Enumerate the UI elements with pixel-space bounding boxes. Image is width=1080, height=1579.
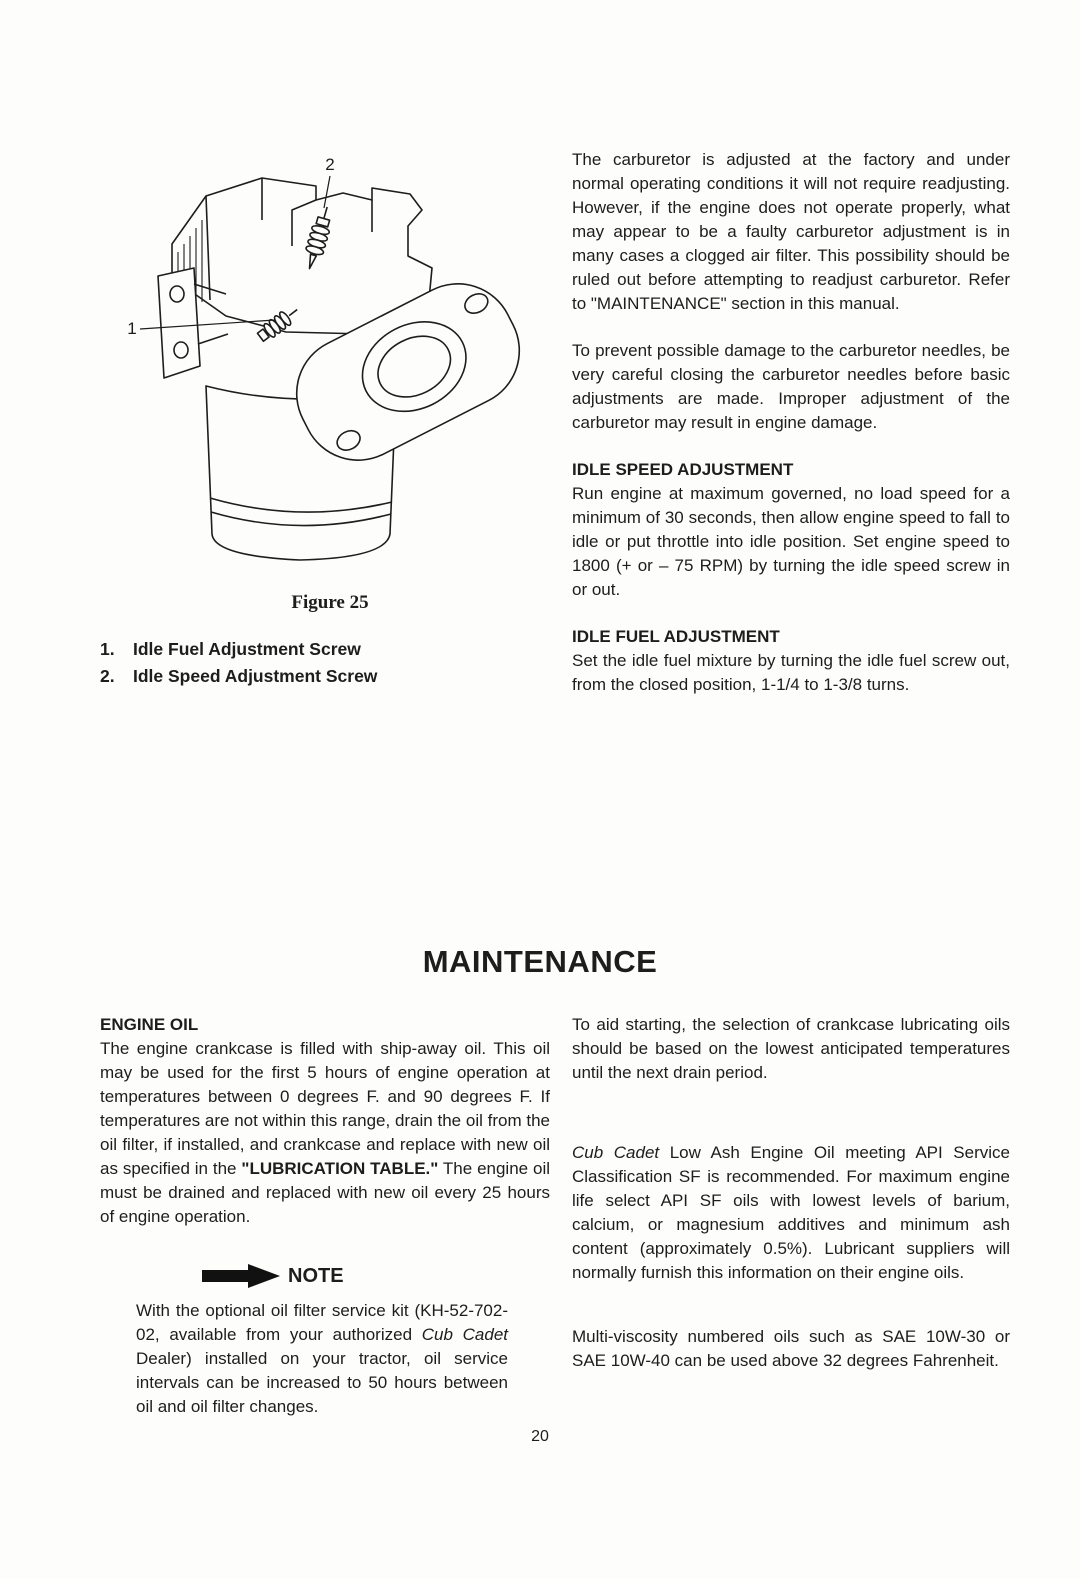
- para-idle-fuel: Set the idle fuel mixture by turning the idle fuel screw out, from the closed position, 1-1/4 to 1-3/8 turns.: [572, 651, 1010, 694]
- engine-oil-text-end: The engine oil must be drained and replaced with new oil every 25 hours of engine operation.: [100, 1159, 550, 1226]
- para-note: [136, 1299, 508, 1419]
- engine-oil-text-bold: "LUBRICATION TABLE.": [241, 1159, 439, 1178]
- note-arrow-icon: [202, 1263, 280, 1289]
- cub-cadet-italic: Cub Cadet: [572, 1143, 660, 1162]
- para-cub-cadet-oil: [572, 1141, 1010, 1285]
- legend-item-1: [100, 636, 560, 663]
- para-engine-oil: [100, 1037, 550, 1229]
- note-text-start: With the optional oil filter service kit (KH-52-702-02, available from your authorized: [136, 1301, 508, 1344]
- page-number: 20: [531, 1428, 549, 1445]
- legend-item-2: [100, 663, 560, 690]
- legend-text: Idle Speed Adjustment Screw: [133, 666, 378, 686]
- legend-number: 2.: [100, 666, 115, 686]
- callout-2-label: 2: [325, 155, 335, 174]
- para-carburetor-damage: To prevent possible damage to the carburetor needles, be very careful closing the carburetor needles before basic adjustments are made. Improper adjustment of the carburetor may result in engine damage.: [572, 341, 1010, 432]
- callout-1-label: 1: [127, 319, 137, 338]
- legend-text: Idle Fuel Adjustment Screw: [133, 639, 361, 659]
- para-idle-speed: Run engine at maximum governed, no load speed for a minimum of 30 seconds, then allow engine speed to fall to idle or put throttle into idle position. Set engine speed to 1800 (+ or – 75 RPM) by turning the idle speed screw in or out.: [572, 484, 1010, 599]
- note-label: NOTE: [288, 1264, 344, 1287]
- figure-25-block: [100, 148, 560, 690]
- engine-oil-text-start: The engine crankcase is filled with ship-away oil. This oil may be used for the first 5 hours of engine operation at temperatures between 0 degrees F. and 90 degrees F. If temperatures are not within this range, drain the oil from the oil filter, if installed, and crankcase and replace with new oil as specified in the: [100, 1039, 550, 1178]
- legend-number: 1.: [100, 639, 115, 659]
- note-header: [202, 1263, 550, 1289]
- figure-caption: Figure 25: [291, 592, 369, 613]
- heading-idle-speed: IDLE SPEED ADJUSTMENT: [572, 460, 794, 479]
- section-title-maintenance: MAINTENANCE: [422, 944, 658, 979]
- heading-idle-fuel: IDLE FUEL ADJUSTMENT: [572, 627, 780, 646]
- heading-engine-oil: ENGINE OIL: [100, 1015, 199, 1034]
- cub-cadet-rest: Low Ash Engine Oil meeting API Service Classification SF is recommended. For maximum engine life select API SF oils with lowest levels of barium, calcium, or magnesium additives and minimum ash content (approximately 0.5%). Lubricant suppliers will normally furnish this information on their engine oils.: [572, 1143, 1010, 1282]
- engine-oil-column: [100, 1013, 550, 1419]
- note-text-end: Dealer) installed on your tractor, oil service intervals can be increased to 50 hours between oil and oil filter changes.: [136, 1349, 508, 1416]
- carburetor-text-column: [572, 148, 1010, 720]
- oil-selection-column: [572, 1013, 1010, 1396]
- carburetor-diagram: [110, 148, 550, 588]
- para-aid-starting: To aid starting, the selection of crankcase lubricating oils should be based on the lowest anticipated temperatures until the next drain period.: [572, 1015, 1010, 1082]
- note-text-italic: Cub Cadet: [421, 1325, 508, 1344]
- para-carburetor-factory: The carburetor is adjusted at the factory and under normal operating conditions it will not require readjusting. However, if the engine does not operate properly, what may appear to be a faulty carburetor adjustment is in many cases a clogged air filter. This possibility should be ruled out before attempting to readjust carburetor. Refer to "MAINTENANCE" section in this manual.: [572, 150, 1010, 313]
- figure-legend: [100, 636, 560, 690]
- para-multi-viscosity: Multi-viscosity numbered oils such as SAE 10W-30 or SAE 10W-40 can be used above 32 degrees Fahrenheit.: [572, 1327, 1010, 1370]
